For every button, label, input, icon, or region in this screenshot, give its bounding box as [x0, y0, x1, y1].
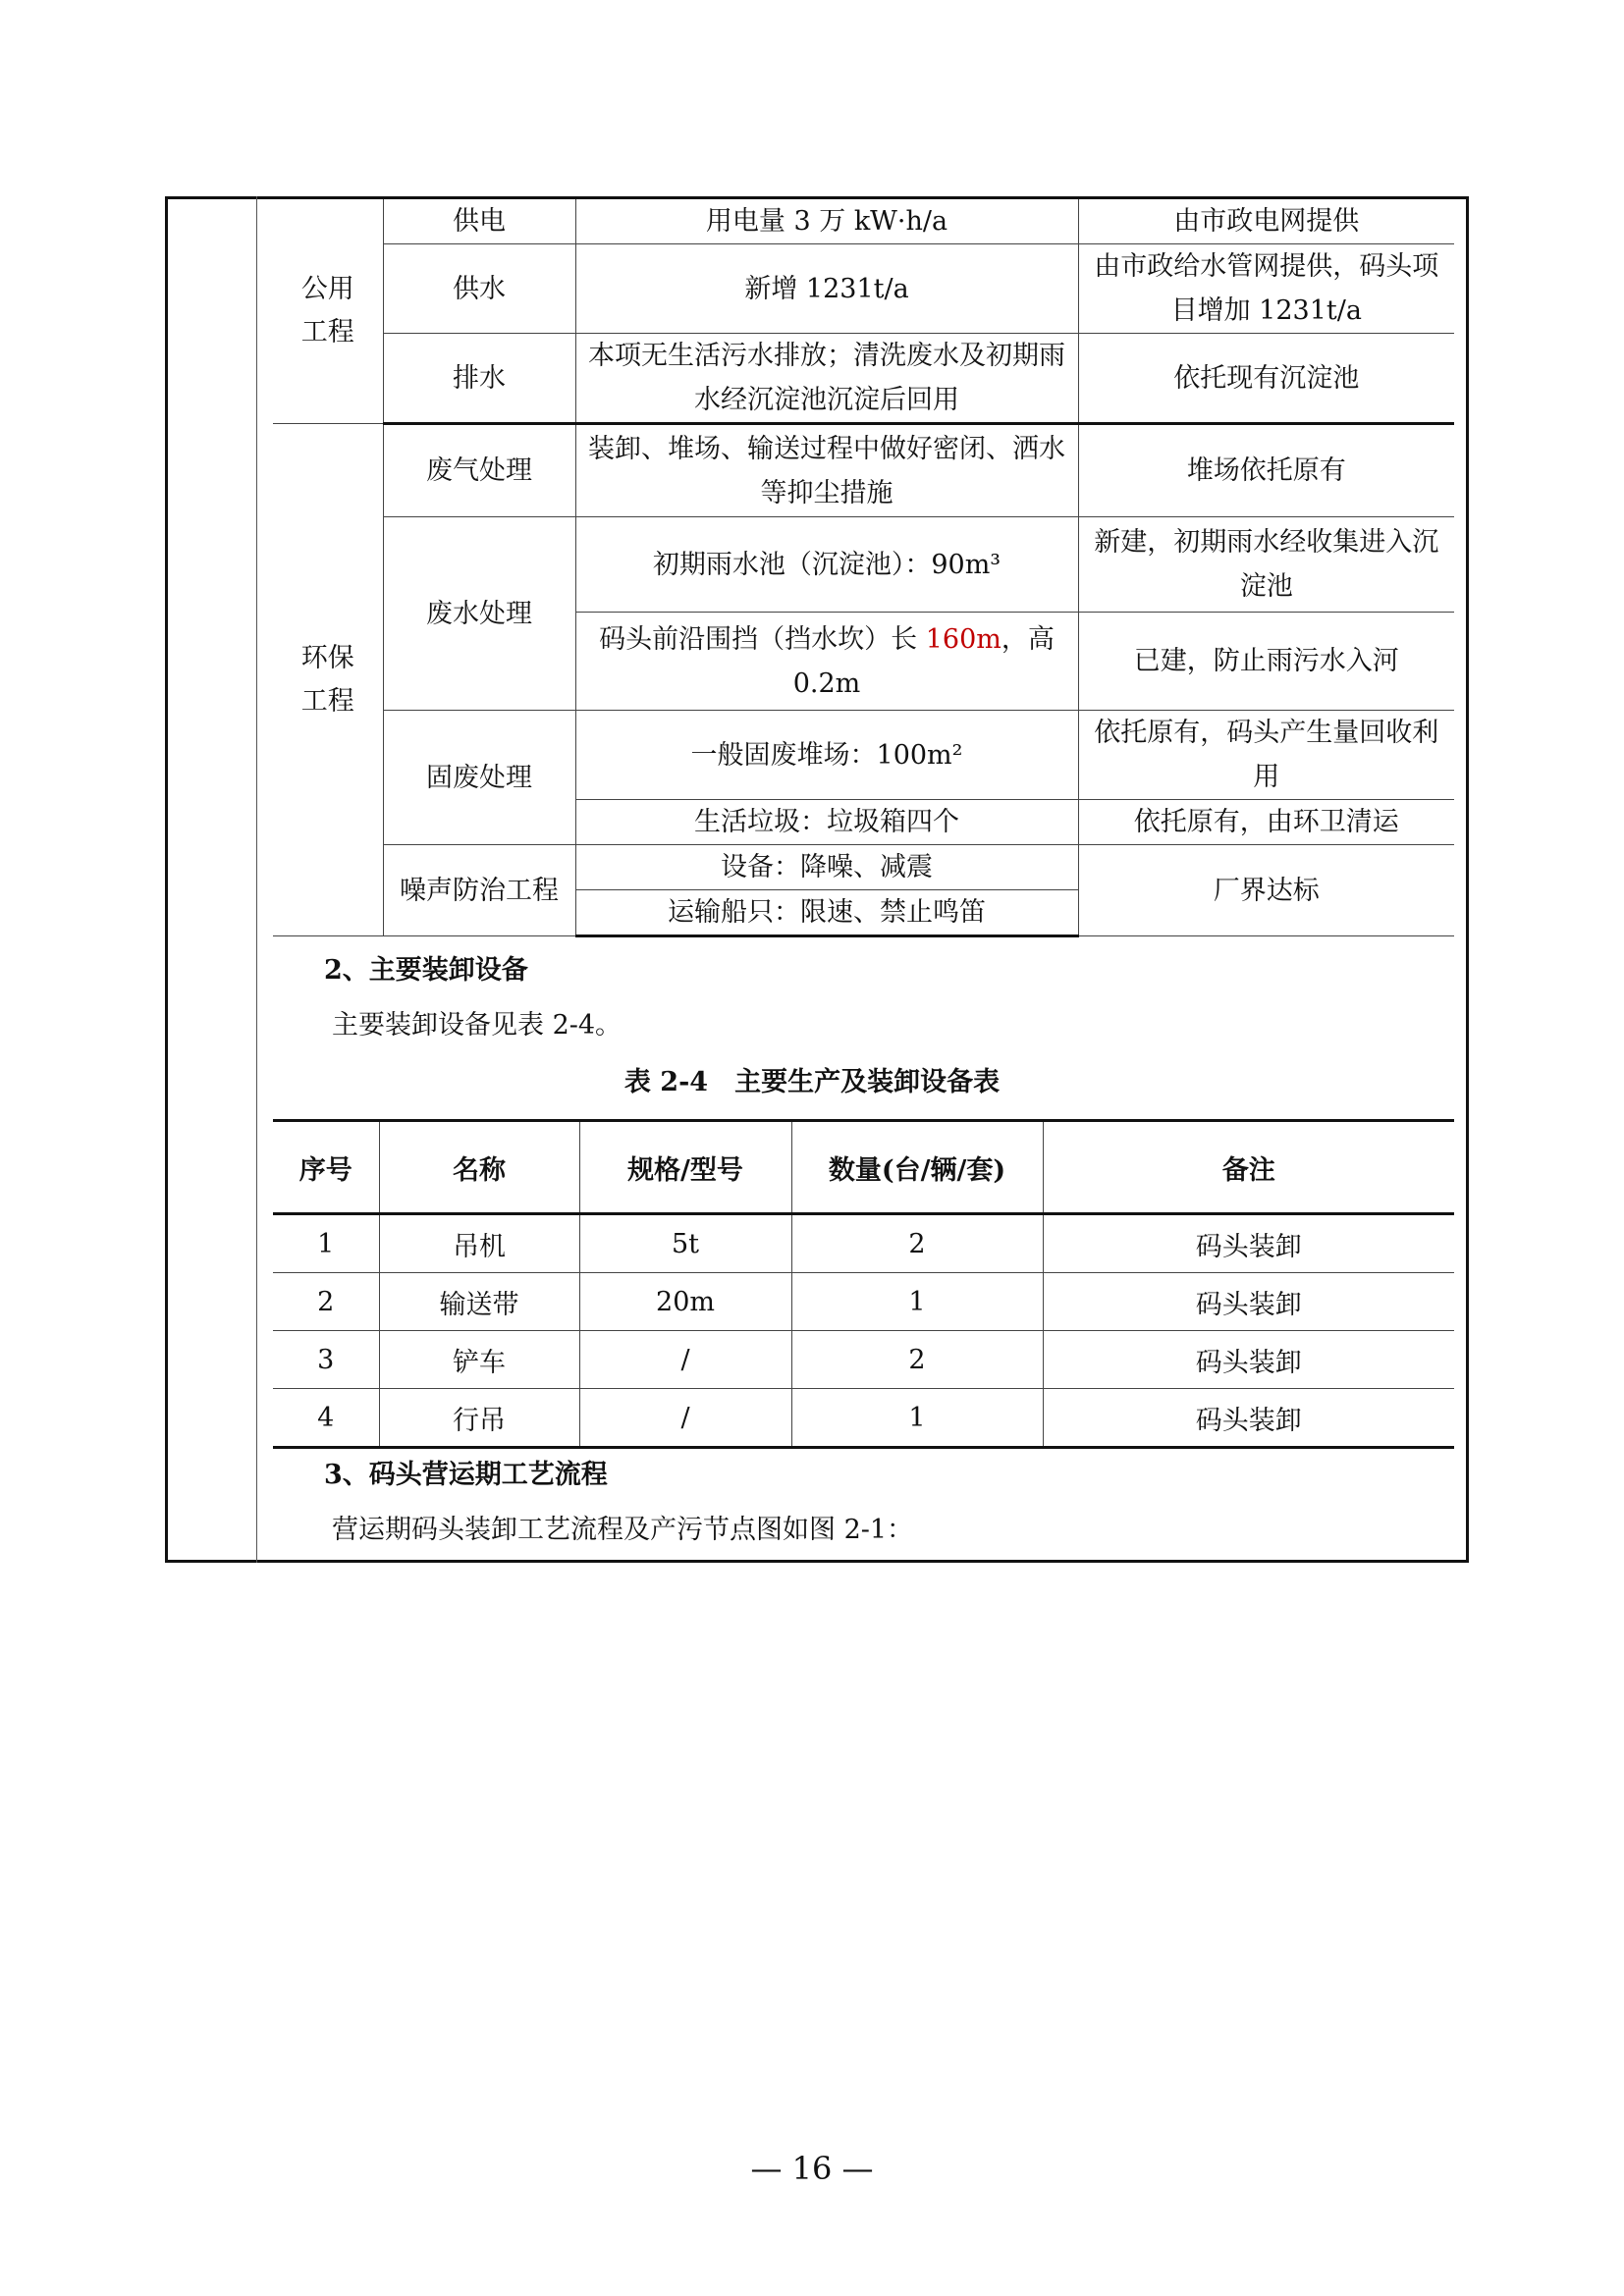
- note-solid-yard: 依托原有，码头产生量回收利用: [1078, 711, 1454, 800]
- cell-qty: 1: [791, 1389, 1043, 1448]
- item-noise: 噪声防治工程: [383, 845, 575, 936]
- cell-remark: 码头装卸: [1043, 1331, 1454, 1389]
- barrier-text-pre: 码头前沿围挡（挡水坎）长: [599, 623, 926, 655]
- table2-caption: 表 2-4 主要生产及装卸设备表: [623, 1067, 1001, 1097]
- content-rain-pool: 初期雨水池（沉淀池）：90m³: [575, 517, 1078, 613]
- table-row: [273, 1331, 1454, 1389]
- content-water: 新增 1231t/a: [575, 244, 1078, 334]
- cell-index: 2: [273, 1273, 379, 1331]
- note-exhaust: 堆场依托原有: [1078, 424, 1454, 517]
- section2-heading: 2、主要装卸设备: [324, 955, 528, 986]
- content-noise-equipment: 设备：降噪、减震: [575, 845, 1078, 890]
- cell-index: 1: [273, 1214, 379, 1273]
- page-number: — 16 —: [750, 2150, 874, 2187]
- cell-name: 行吊: [379, 1389, 579, 1448]
- category-public: 公用 工程: [273, 199, 383, 424]
- table-row: [273, 1273, 1454, 1331]
- item-power: 供电: [383, 199, 575, 244]
- barrier-length-highlight: 160m: [925, 623, 1001, 655]
- header-qty: 数量(台/辆/套): [791, 1121, 1043, 1214]
- item-wastewater: 废水处理: [383, 517, 575, 711]
- cell-spec: 20m: [579, 1273, 791, 1331]
- content-exhaust: 装卸、堆场、输送过程中做好密闭、洒水等抑尘措施: [575, 424, 1078, 517]
- equipment-table: [273, 1119, 1454, 1449]
- header-index: 序号: [273, 1121, 379, 1214]
- content-garbage: 生活垃圾：垃圾箱四个: [575, 800, 1078, 845]
- cell-qty: 2: [791, 1331, 1043, 1389]
- table-row: [273, 1214, 1454, 1273]
- cell-remark: 码头装卸: [1043, 1214, 1454, 1273]
- note-noise: 厂界达标: [1078, 845, 1454, 936]
- cell-qty: 1: [791, 1273, 1043, 1331]
- note-garbage: 依托原有，由环卫清运: [1078, 800, 1454, 845]
- section2-text: 主要装卸设备见表 2-4。: [332, 1010, 623, 1041]
- section3-text: 营运期码头装卸工艺流程及产污节点图如图 2-1：: [332, 1515, 914, 1545]
- cell-remark: 码头装卸: [1043, 1273, 1454, 1331]
- item-solid: 固废处理: [383, 711, 575, 845]
- cell-name: 输送带: [379, 1273, 579, 1331]
- header-remark: 备注: [1043, 1121, 1454, 1214]
- content-noise-ship: 运输船只：限速、禁止鸣笛: [575, 890, 1078, 936]
- cell-spec: /: [579, 1331, 791, 1389]
- note-barrier: 已建，防止雨污水入河: [1078, 613, 1454, 711]
- category-env: 环保 工程: [273, 424, 383, 936]
- content-drainage: 本项无生活污水排放；清洗废水及初期雨水经沉淀池沉淀后回用: [575, 334, 1078, 424]
- header-name: 名称: [379, 1121, 579, 1214]
- table-row: [273, 1389, 1454, 1448]
- cell-remark: 码头装卸: [1043, 1389, 1454, 1448]
- note-drainage: 依托现有沉淀池: [1078, 334, 1454, 424]
- content-power: 用电量 3 万 kW·h/a: [575, 199, 1078, 244]
- item-water: 供水: [383, 244, 575, 334]
- item-drainage: 排水: [383, 334, 575, 424]
- content-solid-yard: 一般固废堆场：100m²: [575, 711, 1078, 800]
- cell-qty: 2: [791, 1214, 1043, 1273]
- frame-left-column-divider: [256, 196, 257, 1563]
- barrier-text-post: ，高 0.2m: [792, 623, 1055, 699]
- cell-name: 铲车: [379, 1331, 579, 1389]
- cell-spec: 5t: [579, 1214, 791, 1273]
- cell-index: 4: [273, 1389, 379, 1448]
- note-water: 由市政给水管网提供，码头项目增加 1231t/a: [1078, 244, 1454, 334]
- section3-heading: 3、码头营运期工艺流程: [324, 1460, 608, 1490]
- note-power: 由市政电网提供: [1078, 199, 1454, 244]
- header-spec: 规格/型号: [579, 1121, 791, 1214]
- note-rain-pool: 新建，初期雨水经收集进入沉淀池: [1078, 517, 1454, 613]
- cell-index: 3: [273, 1331, 379, 1389]
- cell-spec: /: [579, 1389, 791, 1448]
- engineering-table: [273, 199, 1454, 936]
- cell-name: 吊机: [379, 1214, 579, 1273]
- equipment-header-row: [273, 1121, 1454, 1214]
- item-exhaust: 废气处理: [383, 424, 575, 517]
- content-barrier: [575, 613, 1078, 711]
